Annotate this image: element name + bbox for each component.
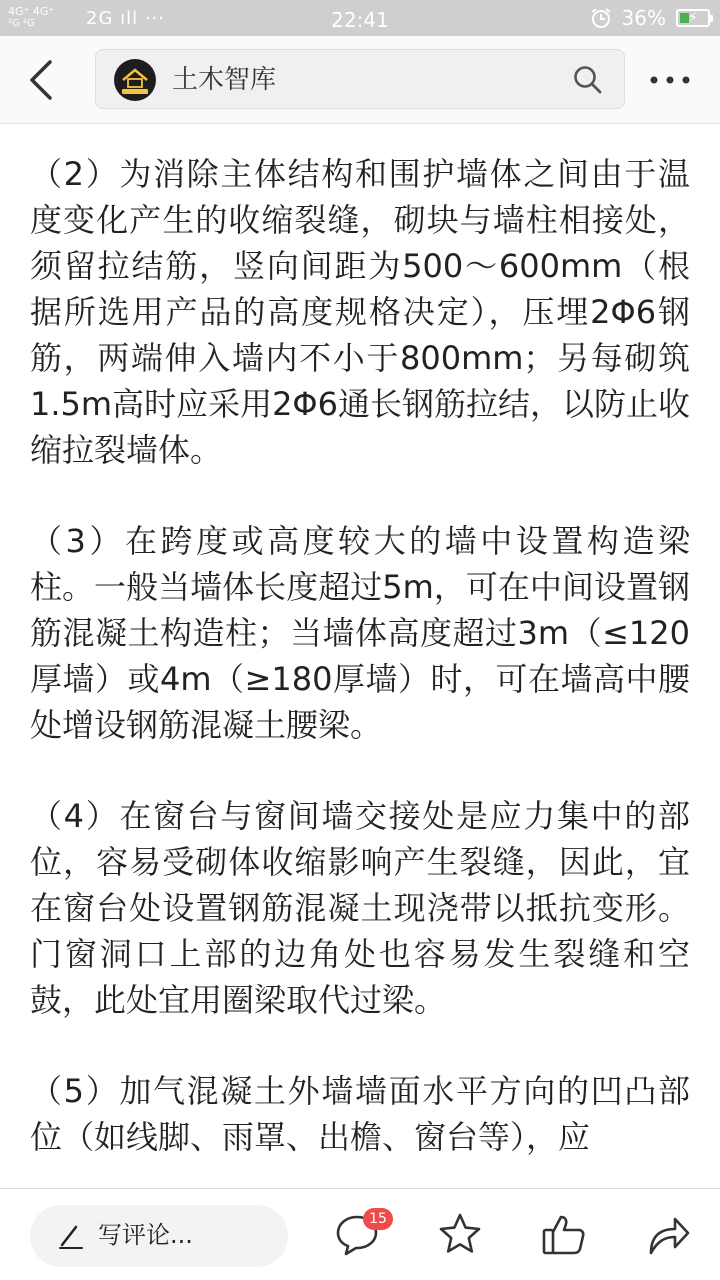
charging-bolt-icon: ⚡: [688, 10, 698, 26]
comment-count-badge: 15: [363, 1208, 393, 1230]
account-logo: [114, 59, 156, 101]
network-label-bottom: ²G ²G: [8, 18, 35, 29]
house-logo-icon: [114, 59, 156, 101]
battery-icon: [676, 9, 710, 27]
thumbs-up-icon[interactable]: [541, 1211, 587, 1257]
status-bar: [0, 0, 720, 36]
search-icon[interactable]: [572, 64, 604, 96]
share-icon[interactable]: [645, 1211, 691, 1257]
back-arrow-icon[interactable]: [22, 56, 62, 104]
article-paragraph-2: （2）为消除主体结构和围护墙体之间由于温度变化产生的收缩裂缝，砌块与墙柱相接处，须留拉结筋，竖向间距为500～600mm（根据所选用产品的高度规格决定），压埋2Φ6钢筋，两端伸入墙内不小于800mm；另每砌筑1.5m高时应采用2Φ6通长钢筋拉结，以防止收缩拉裂墙体。: [30, 155, 690, 469]
article-paragraph-4: （4）在窗台与窗间墙交接处是应力集中的部位，容易受砌体收缩影响产生裂缝，因此，宜在窗台处设置钢筋混凝土现浇带以抵抗变形。门窗洞口上部的边角处也容易发生裂缝和空鼓，此处宜用圈梁取代过梁。: [30, 797, 690, 1019]
status-time: 22:41: [331, 8, 389, 32]
star-icon[interactable]: [437, 1211, 483, 1257]
battery-percent: 36%: [621, 6, 666, 30]
pen-icon: [56, 1221, 86, 1251]
search-text: 土木智库: [172, 65, 277, 95]
comment-placeholder: 写评论...: [98, 1221, 193, 1249]
status-right: [590, 6, 710, 30]
article-paragraph-5: （5）加气混凝土外墙墙面水平方向的凹凸部位（如线脚、雨罩、出檐、窗台等），应: [30, 1072, 690, 1156]
more-dots-icon[interactable]: [645, 66, 695, 94]
nav-bar: [0, 36, 720, 124]
article-body: [30, 124, 690, 1188]
bottom-action-bar: [0, 1188, 720, 1280]
network-label-top: 4G⁺ 4G⁺: [8, 5, 55, 18]
article-paragraph-3: （3）在跨度或高度较大的墙中设置构造梁柱。一般当墙体长度超过5m，可在中间设置钢筋混凝土构造柱；当墙体高度超过3m（≤120厚墙）或4m（≥180厚墙）时，可在墙高中腰处增设钢筋混凝土腰梁。: [30, 522, 690, 744]
write-comment-button[interactable]: [30, 1205, 288, 1267]
signal-icon: 2G ıll ···: [86, 8, 166, 29]
alarm-clock-icon: [590, 7, 612, 29]
search-bar[interactable]: [95, 49, 625, 109]
